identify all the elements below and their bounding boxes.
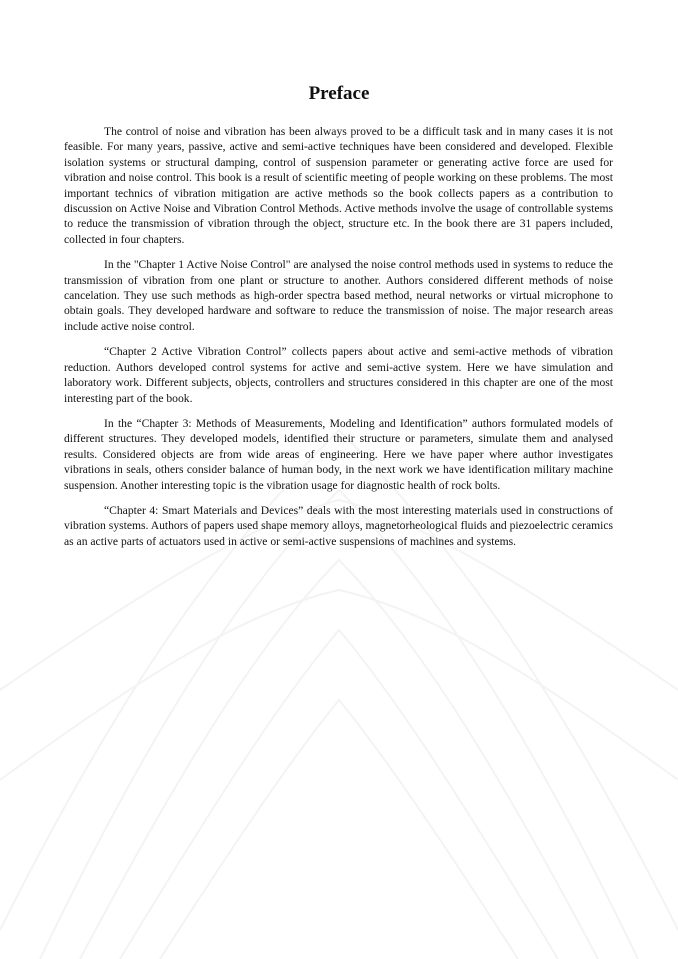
watermark-line-5 (160, 700, 518, 959)
watermark-line-4 (120, 630, 558, 959)
paragraph-5: “Chapter 4: Smart Materials and Devices” deals with the most interesting materials used in constructions of vibration systems. Authors of papers used shape memory alloys, magnetorheological fluids and piezoelectric ceramics as an active parts of actuators used in active or semi-active suspensions of machines and systems. (64, 503, 613, 548)
page-title: Preface (308, 83, 370, 104)
paragraph-4: In the “Chapter 3: Methods of Measurements, Modeling and Identification” authors formulated models of different structures. They developed models, identified their structure or parameters, simulate them and analysed results. Considered objects are from wide areas of engineering. Here we have paper where author investigates vibrations in seals, others consider balance of human body, in the next work we have identification military machine suspension. Another interesting topic is the vibration usage for diagnostic health of rock bolts. (64, 416, 613, 492)
preface-body (64, 124, 613, 559)
paragraph-1: The control of noise and vibration has been always proved to be a difficult task and in many cases it is not feasible. For many years, passive, active and semi-active techniques have been considered and developed. Flexible isolation systems or structural damping, control of suspension parameter or generating active force are used for vibration and noise control. This book is a result of scientific meeting of people working on these problems. The most important technics of vibration mitigation are active methods so the book collects papers as a contribution to discussion on Active Noise and Vibration Control Methods. Active methods involve the usage of controllable systems to reduce the transmission of vibration through the object, structure etc. In the book there are 31 papers included, collected in four chapters. (64, 125, 613, 246)
watermark-line-2 (40, 490, 638, 959)
paragraph-3: “Chapter 2 Active Vibration Control” collects papers about active and semi-active methods of vibration reduction. Authors developed control systems for active and semi-active system. Here we have simulation and laboratory work. Different subjects, objects, controllers and structures considered in this chapter are one of the most interesting part of the book. (64, 345, 613, 405)
watermark-line-3 (80, 560, 598, 959)
watermark-line-7 (0, 590, 678, 780)
paragraph-2: In the "Chapter 1 Active Noise Control" are analysed the noise control methods used in systems to reduce the transmission of vibration from one plant or structure to another. Authors considered different methods of noise cancelation. They use such methods as high-order spectra based method, neural networks or virtual microphone to obtain goals. They developed hardware and software to reduce the transmission of noise. The major research areas include active noise control. (64, 258, 613, 333)
